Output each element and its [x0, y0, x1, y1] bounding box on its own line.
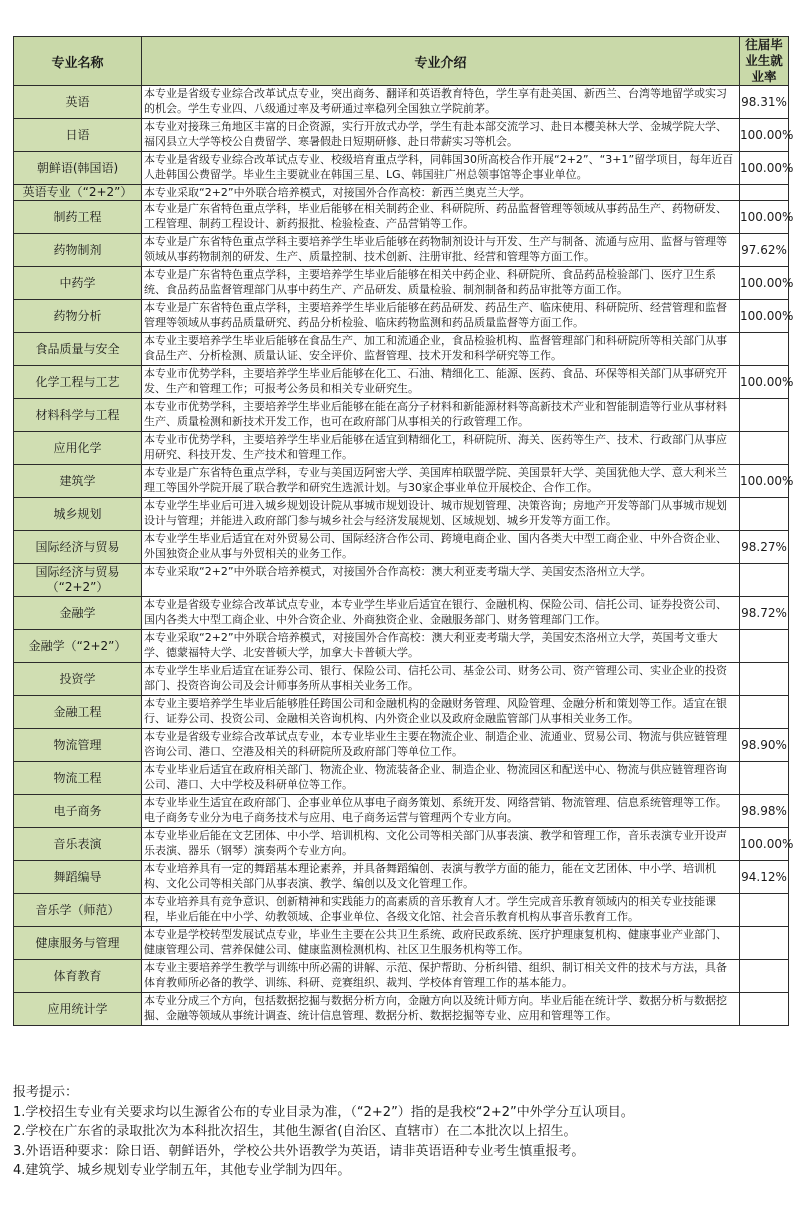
- note-item: 4.建筑学、城乡规划专业学制五年，其他专业学制为四年。: [13, 1163, 351, 1178]
- major-intro-cell: 本专业毕业生适宜在政府部门、企事业单位从事电子商务策划、系统开发、网络营销、物流管理、信息系统管理等工作。电子商务专业分为电子商务技术与应用、电子商务运营与管理两个专业方向。: [142, 795, 740, 828]
- employment-rate-cell: 100.00%: [740, 119, 789, 152]
- major-intro-cell: 本专业是广东省特色重点学科，毕业后能够在相关制药企业、科研院所、药品监督管理等领域从事药品生产、药物研发、工程管理、制药工程设计、新药报批、检验检查、产品营销等工作。: [142, 201, 740, 234]
- employment-rate-cell: [740, 498, 789, 531]
- header-employment-rate: 往届毕业生就业率: [740, 37, 789, 86]
- major-intro-cell: 本专业采取“2+2”中外联合培养模式，对接国外合作高校：澳大利亚麦考瑞大学、美国安杰洛州立大学。: [142, 564, 740, 597]
- major-name-cell: 英语: [14, 86, 142, 119]
- major-intro-cell: 本专业市优势学科，主要培养学生毕业后能够在适宜到精细化工，科研院所、海关、医药等生产、技术、行政部门从事应用研究、科技开发、生产技术和管理工作。: [142, 432, 740, 465]
- major-name-cell: 应用化学: [14, 432, 142, 465]
- employment-rate-cell: [740, 432, 789, 465]
- major-intro-cell: 本专业市优势学科，主要培养学生毕业后能够在化工、石油、精细化工、能源、医药、食品、环保等相关部门从事研究开发、生产和管理工作；可报考公务员和相关专业研究生。: [142, 366, 740, 399]
- major-name-cell: 药物制剂: [14, 234, 142, 267]
- employment-rate-cell: [740, 663, 789, 696]
- major-name-cell: 中药学: [14, 267, 142, 300]
- major-intro-cell: 本专业是广东省特色重点学科，主要培养学生毕业后能够在相关中药企业、科研院所、食品药品检验部门、医疗卫生系统、食品药品监督管理部门从事中药生产、产品研发、质量检验、制剂制备和药品审批等方面工作。: [142, 267, 740, 300]
- major-name-cell: 国际经济与贸易: [14, 531, 142, 564]
- major-name-cell: 音乐学（师范）: [14, 894, 142, 927]
- employment-rate-cell: [740, 564, 789, 597]
- major-name-cell: 城乡规划: [14, 498, 142, 531]
- table-row: [14, 366, 789, 399]
- table-row: [14, 531, 789, 564]
- table-row: [14, 465, 789, 498]
- major-intro-cell: 本专业毕业后适宜在政府相关部门、物流企业、物流装备企业、制造企业、物流园区和配送中心、物流与供应链管理咨询公司、港口、大中学校及科研单位等工作。: [142, 762, 740, 795]
- employment-rate-cell: 98.27%: [740, 531, 789, 564]
- table-row: [14, 201, 789, 234]
- major-name-cell: 物流工程: [14, 762, 142, 795]
- table-row: [14, 300, 789, 333]
- major-intro-cell: 本专业培养具有竞争意识、创新精神和实践能力的高素质的音乐教育人才。学生完成音乐教育领域内的相关专业技能课程，毕业后能在中小学、幼教领域、企事业单位、各级文化馆、社会音乐教育机构从事音乐教育工作。: [142, 894, 740, 927]
- note-item: 1.学校招生专业有关要求均以生源省公布的专业目录为准，（“2+2”）指的是我校“2+2”中外学分互认项目。: [13, 1104, 634, 1120]
- table-row: [14, 795, 789, 828]
- employment-rate-cell: [740, 927, 789, 960]
- table-row: [14, 729, 789, 762]
- employment-rate-cell: [740, 894, 789, 927]
- table-row: [14, 828, 789, 861]
- major-name-cell: 化学工程与工艺: [14, 366, 142, 399]
- major-name-cell: 物流管理: [14, 729, 142, 762]
- major-name-cell: 电子商务: [14, 795, 142, 828]
- employment-rate-cell: 100.00%: [740, 201, 789, 234]
- application-notes: [13, 1083, 793, 1181]
- major-name-cell: 金融学（“2+2”）: [14, 630, 142, 663]
- table-row: [14, 894, 789, 927]
- employment-rate-cell: 100.00%: [740, 300, 789, 333]
- employment-rate-cell: [740, 993, 789, 1026]
- employment-rate-cell: 100.00%: [740, 366, 789, 399]
- employment-rate-cell: 100.00%: [740, 152, 789, 185]
- table-row: [14, 86, 789, 119]
- major-name-cell: 舞蹈编导: [14, 861, 142, 894]
- table-body: [14, 86, 794, 1026]
- table-row: [14, 630, 789, 663]
- major-intro-cell: 本专业毕业后能在文艺团体、中小学、培训机构、文化公司等相关部门从事表演、教学和管理工作，音乐表演专业开设声乐表演、器乐（钢琴）演奏两个专业方向。: [142, 828, 740, 861]
- employment-rate-cell: 94.12%: [740, 861, 789, 894]
- major-intro-cell: 本专业是省级专业综合改革试点专业、校级培育重点学科，同韩国30所高校合作开展“2+2”、“3+1”留学项目，每年近百人赴韩国公费留学。毕业生主要就业在韩国三星、LG、韩国驻广州总领事馆等企事业单位。: [142, 152, 740, 185]
- table-row: [14, 597, 789, 630]
- major-intro-cell: 本专业是广东省特色重点学科，主要培养学生毕业后能够在药品研发、药品生产、临床使用、科研院所、经营管理和监督管理等领域从事药品质量研究、药品分析检验、临床药物监测和药品质量监督等方面工作。: [142, 300, 740, 333]
- header-major-name: 专业名称: [14, 37, 142, 86]
- major-name-cell: 金融学: [14, 597, 142, 630]
- table-row: [14, 234, 789, 267]
- major-intro-cell: 本专业是广东省特色重点学科，专业与美国迈阿密大学、美国库柏联盟学院、美国景轩大学、美国犹他大学、意大利米兰理工等国外学院开展了联合教学和研究生选派计划。与30家企事业单位开展校企、合作工作。: [142, 465, 740, 498]
- employment-rate-cell: 98.31%: [740, 86, 789, 119]
- major-name-cell: 建筑学: [14, 465, 142, 498]
- major-name-cell: 金融工程: [14, 696, 142, 729]
- major-name-cell: 药物分析: [14, 300, 142, 333]
- notes-title: 报考提示：: [13, 1085, 79, 1100]
- table-header-row: [14, 37, 789, 86]
- employment-rate-cell: 100.00%: [740, 828, 789, 861]
- table-row: [14, 432, 789, 465]
- employment-rate-cell: 98.72%: [740, 597, 789, 630]
- table-row: [14, 119, 789, 152]
- table-row: [14, 663, 789, 696]
- major-intro-cell: 本专业对接珠三角地区丰富的日企资源，实行开放式办学，学生有赴本部交流学习、赴日本樱美林大学、金城学院大学、福冈县立大学等校公自费留学、寒暑假赴日短期研修、赴日带薪实习等机会。: [142, 119, 740, 152]
- major-intro-cell: 本专业是省级专业综合改革试点专业，突出商务、翻译和英语教育特色，学生享有赴美国、新西兰、台湾等地留学或实习的机会。学生专业四、八级通过率及考研通过率稳列全国独立学院前茅。: [142, 86, 740, 119]
- major-intro-cell: 本专业采取“2+2”中外联合培养模式，对接国外合作高校：新西兰奥克兰大学。: [142, 185, 740, 201]
- major-intro-cell: 本专业学生毕业后可进入城乡规划设计院从事城市规划设计、城市规划管理、决策咨询；房地产开发等部门从事城市规划设计与管理；并能进入政府部门参与城乡社会与经济发展规划、区域规划、城乡开发等方面工作。: [142, 498, 740, 531]
- major-intro-cell: 本专业市优势学科，主要培养学生毕业后能够在能在高分子材料和新能源材料等高新技术产业和智能制造等行业从事材料生产、质量检测和新技术开发工作，也可在政府部门从事相关的行政管理工作。: [142, 399, 740, 432]
- major-intro-cell: 本专业分成三个方向，包括数据挖掘与数据分析方向，金融方向以及统计师方向。毕业后能在统计学、数据分析与数据挖掘、金融等领域从事统计调查、统计信息管理、数据分析、数据挖掘等专业、应用和管理等工作。: [142, 993, 740, 1026]
- major-intro-cell: 本专业培养具有一定的舞蹈基本理论素养，并具备舞蹈编创、表演与教学方面的能力，能在文艺团体、中小学、培训机构、文化公司等相关部门从事表演、教学、编创以及文化管理工作。: [142, 861, 740, 894]
- major-name-cell: 材料科学与工程: [14, 399, 142, 432]
- table-row: [14, 762, 789, 795]
- major-name-cell: 英语专业（“2+2”）: [14, 185, 142, 201]
- employment-rate-cell: [740, 696, 789, 729]
- major-name-cell: 朝鲜语(韩国语): [14, 152, 142, 185]
- header-major-intro: 专业介绍: [142, 37, 740, 86]
- employment-rate-cell: [740, 333, 789, 366]
- major-name-cell: 音乐表演: [14, 828, 142, 861]
- table-row: [14, 333, 789, 366]
- table-row: [14, 267, 789, 300]
- employment-rate-cell: [740, 185, 789, 201]
- majors-table: [13, 36, 794, 1026]
- table-row: [14, 498, 789, 531]
- table-row: [14, 993, 789, 1026]
- major-intro-cell: 本专业是广东省特色重点学科主要培养学生毕业后能够在药物制剂设计与开发、生产与制备、流通与应用、监督与管理等领域从事药物制剂的研发、生产、质量控制、技术创新、注册审批、经营和管理等方面工作。: [142, 234, 740, 267]
- major-name-cell: 食品质量与安全: [14, 333, 142, 366]
- major-name-cell: 体育教育: [14, 960, 142, 993]
- major-intro-cell: 本专业是学校转型发展试点专业，毕业生主要在公共卫生系统、政府民政系统、医疗护理康复机构、健康事业产业部门、健康管理公司、营养保健公司、健康监测检测机构、社区卫生服务机构等工作。: [142, 927, 740, 960]
- table-row: [14, 399, 789, 432]
- table-row: [14, 927, 789, 960]
- major-intro-cell: 本专业采取“2+2”中外联合培养模式，对接国外合作高校：澳大利亚麦考瑞大学，美国安杰洛州立大学，英国考文垂大学、德蒙福特大学、北安普顿大学，加拿大卡普顿大学。: [142, 630, 740, 663]
- major-name-cell: 制药工程: [14, 201, 142, 234]
- major-intro-cell: 本专业主要培养学生教学与训练中所必需的讲解、示范、保护帮助、分析纠错、组织、制订相关文件的技术与方法，具备体育教师所必备的教学、训练、科研、竞赛组织、裁判、学校体育管理工作的基本能力。: [142, 960, 740, 993]
- employment-rate-cell: [740, 630, 789, 663]
- employment-rate-cell: 100.00%: [740, 465, 789, 498]
- table-row: [14, 861, 789, 894]
- major-name-cell: 日语: [14, 119, 142, 152]
- note-item: 3.外语语种要求：除日语、朝鲜语外，学校公共外语教学为英语，请非英语语种专业考生慎重报考。: [13, 1143, 585, 1159]
- table-row: [14, 960, 789, 993]
- employment-rate-cell: 97.62%: [740, 234, 789, 267]
- employment-rate-cell: [740, 762, 789, 795]
- employment-rate-cell: 98.98%: [740, 795, 789, 828]
- major-intro-cell: 本专业主要培养学生毕业后能够在食品生产、加工和流通企业，食品检验机构、监督管理部门和科研院所等相关部门从事食品生产、分析检测、质量认证、安全评价、监督管理、技术开发和科学研究等工作。: [142, 333, 740, 366]
- majors-table-container: [13, 36, 794, 1026]
- table-row: [14, 185, 789, 201]
- major-name-cell: 国际经济与贸易（“2+2”）: [14, 564, 142, 597]
- table-row: [14, 696, 789, 729]
- employment-rate-cell: 98.90%: [740, 729, 789, 762]
- note-item: 2.学校在广东省的录取批次为本科批次招生，其他生源省(自治区、直辖市）在二本批次以上招生。: [13, 1124, 577, 1139]
- major-intro-cell: 本专业学生毕业后适宜在证券公司、银行、保险公司、信托公司、基金公司、财务公司、资产管理公司、实业企业的投资部门、投资咨询公司及会计师事务所从事相关业务工作。: [142, 663, 740, 696]
- major-intro-cell: 本专业学生毕业后适宜在对外贸易公司、国际经济合作公司、跨境电商企业、国内各类大中型工商企业、中外合资企业、外国独资企业从事与外贸相关的业务工作。: [142, 531, 740, 564]
- table-row: [14, 152, 789, 185]
- major-name-cell: 应用统计学: [14, 993, 142, 1026]
- employment-rate-cell: 100.00%: [740, 267, 789, 300]
- employment-rate-cell: [740, 960, 789, 993]
- table-row: [14, 564, 789, 597]
- major-intro-cell: 本专业是省级专业综合改革试点专业，本专业毕业生主要在物流企业、制造企业、流通业、贸易公司、物流与供应链管理咨询公司、港口、空港及相关的科研院所及政府部门等单位工作。: [142, 729, 740, 762]
- major-name-cell: 投资学: [14, 663, 142, 696]
- major-intro-cell: 本专业是省级专业综合改革试点专业，本专业学生毕业后适宜在银行、金融机构、保险公司、信托公司、证券投资公司、国内各类大中型工商企业、中外合资企业、外商独资企业、金融服务部门、财务管理部门工作。: [142, 597, 740, 630]
- employment-rate-cell: [740, 399, 789, 432]
- major-intro-cell: 本专业主要培养学生毕业后能够胜任跨国公司和金融机构的金融财务管理、风险管理、金融分析和策划等工作。适宜在银行、证券公司、投资公司、金融相关咨询机构、内外资企业以及政府金融监管部门从事相关业务工作。: [142, 696, 740, 729]
- major-name-cell: 健康服务与管理: [14, 927, 142, 960]
